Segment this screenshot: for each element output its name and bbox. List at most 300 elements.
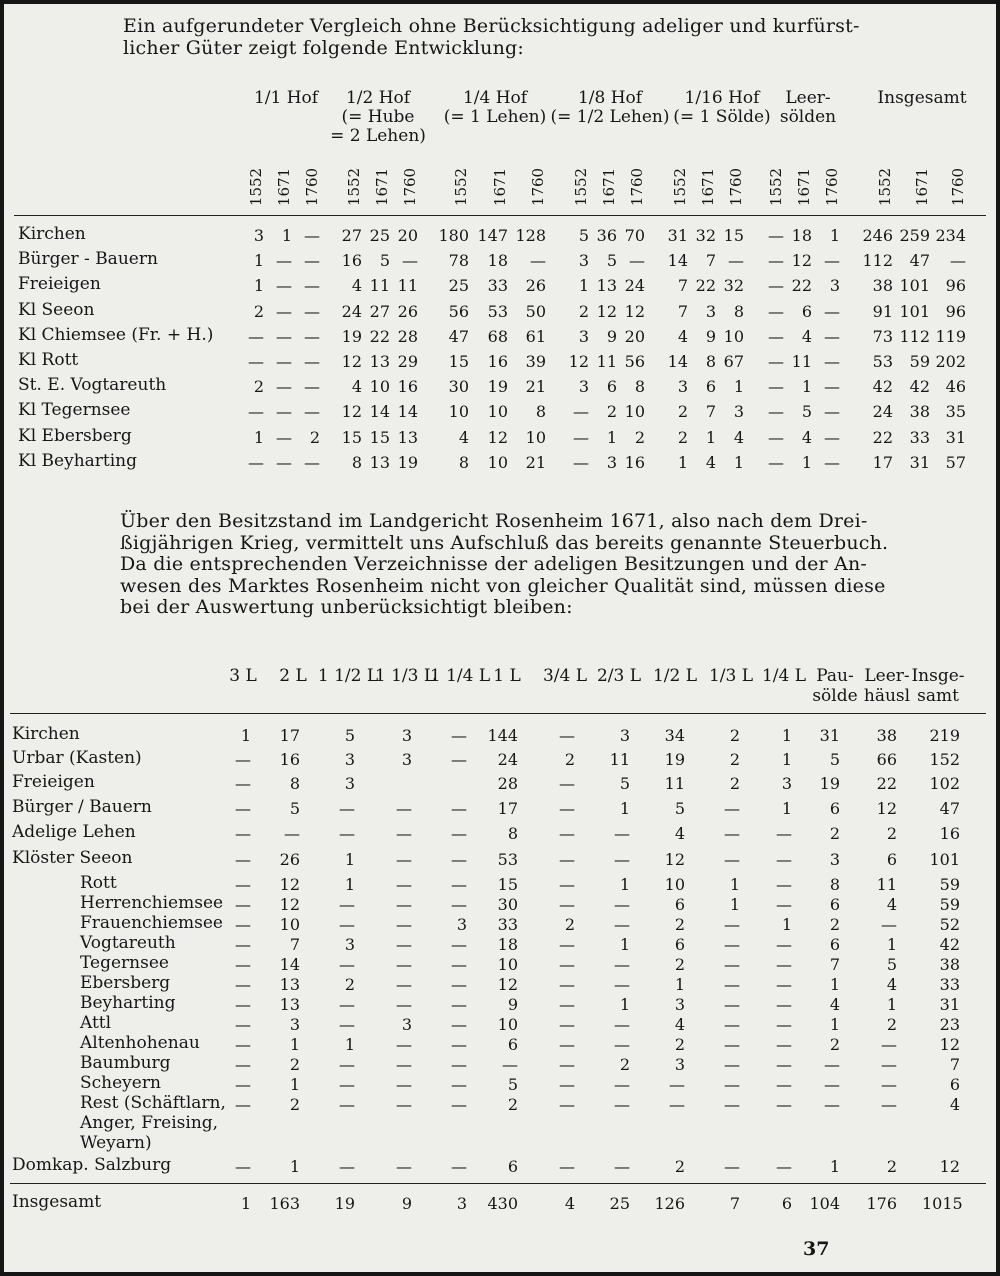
table-cell: 70 (624, 226, 645, 245)
table-cell: — (724, 995, 740, 1014)
table-cell: 2 (507, 1095, 518, 1114)
table-cell: 4 (801, 326, 812, 346)
table-cell: 9 (507, 995, 518, 1014)
table-cell: — (451, 726, 467, 745)
intro-paragraph (123, 16, 860, 59)
table-cell: 12 (596, 301, 617, 321)
table-cell: 47 (939, 799, 960, 818)
table-cell: 104 (809, 1194, 840, 1213)
table-cell: 26 (525, 276, 546, 296)
table-cell: 1 (619, 799, 630, 818)
table-cell: 3 (829, 276, 840, 296)
table-cell: 144 (487, 726, 518, 745)
table-cell: 2 (606, 402, 617, 422)
column-header: 1 1/2 L (317, 666, 379, 686)
table-cell: 52 (939, 915, 960, 934)
table-cell: 5 (674, 799, 685, 818)
table-cell: — (559, 895, 575, 914)
table-cell: — (235, 799, 251, 818)
table-cell: 67 (723, 352, 744, 371)
table-cell: 3 (677, 377, 688, 397)
table-cell: 1 (240, 1194, 251, 1213)
table-cell: 5 (507, 1075, 518, 1094)
row-label: Attl (80, 1013, 112, 1033)
table-cell: — (248, 352, 264, 371)
row-label: Urbar (Kasten) (12, 748, 142, 768)
table-cell: 1 (829, 975, 840, 994)
table-cell: 9 (705, 326, 716, 346)
table-cell: 1015 (922, 1194, 963, 1213)
table-cell: 101 (929, 850, 960, 869)
table-cell: — (451, 1055, 467, 1074)
table-cell: 2 (886, 1015, 897, 1034)
table-cell: — (396, 850, 412, 869)
table-cell: 3 (401, 1015, 412, 1034)
table-cell: 12 (279, 895, 300, 914)
table-cell: 15 (448, 352, 469, 371)
table-cell: — (559, 955, 575, 974)
table-cell: 56 (448, 301, 469, 321)
table-cell: — (339, 1055, 355, 1074)
row-label: Kl Chiemsee (Fr. + H.) (18, 324, 214, 345)
table-cell: 5 (344, 726, 355, 745)
table-cell: — (235, 875, 251, 894)
table-cell: — (502, 1055, 518, 1074)
table-cell: 112 (899, 326, 930, 346)
table-cell: 1 (240, 726, 251, 745)
year-label: 1760 (949, 167, 967, 207)
second-paragraph (120, 511, 888, 619)
table-cell: — (614, 824, 630, 843)
table-cell: — (235, 915, 251, 934)
table-cell: 3 (674, 1055, 685, 1074)
table-cell: 21 (525, 452, 546, 472)
table-cell: 6 (606, 377, 617, 397)
table-cell: 7 (705, 402, 716, 422)
total-rule (10, 1183, 986, 1184)
table-cell: — (724, 1095, 740, 1114)
table-cell: — (724, 1055, 740, 1074)
table-cell: 12 (939, 1035, 960, 1054)
year-label: 1552 (767, 167, 785, 207)
table-cell: 13 (397, 427, 418, 447)
table-cell: 7 (729, 1194, 740, 1213)
table-cell: — (451, 875, 467, 894)
table-cell: 13 (369, 452, 390, 472)
row-label: Freieigen (12, 772, 95, 792)
table-cell: 16 (487, 352, 508, 371)
table-cell: 102 (929, 774, 960, 793)
table-cell: — (339, 955, 355, 974)
table-cell: 3 (344, 935, 355, 954)
table-cell: — (776, 1035, 792, 1054)
table-cell: 1 (674, 975, 685, 994)
table-cell: 56 (624, 352, 645, 371)
table-cell: — (824, 1075, 840, 1094)
table-cell: — (573, 427, 589, 447)
table-cell: 4 (351, 377, 362, 397)
table-cell: 1 (705, 427, 716, 447)
table-cell: — (559, 799, 575, 818)
table-cell: — (824, 326, 840, 346)
table-cell: — (728, 251, 744, 271)
table-cell: — (304, 452, 320, 472)
row-label: Bürger - Bauern (18, 249, 158, 270)
table-cell: — (339, 995, 355, 1014)
row-label: Baumburg (80, 1053, 171, 1073)
table-cell: — (284, 824, 300, 843)
table-cell: 14 (667, 352, 688, 371)
table-cell: 2 (677, 402, 688, 422)
table-cell: 8 (634, 377, 645, 397)
table-cell: 34 (664, 726, 685, 745)
table-cell: — (235, 1035, 251, 1054)
table-cell: 7 (829, 955, 840, 974)
table-cell: — (776, 824, 792, 843)
table-cell: — (776, 1015, 792, 1034)
table-cell: 11 (397, 276, 418, 296)
table-cell: 2 (634, 427, 645, 447)
table-cell: 14 (397, 402, 418, 422)
table-cell: 4 (674, 1015, 685, 1034)
table-cell: 14 (369, 402, 390, 422)
table-cell: 61 (525, 326, 546, 346)
table-cell: 96 (945, 276, 966, 296)
table-cell: 35 (945, 402, 966, 422)
table-cell: 36 (596, 226, 617, 245)
table-cell: 21 (525, 377, 546, 397)
table-cell: — (396, 1095, 412, 1114)
table-cell: — (304, 251, 320, 271)
table-cell: 68 (487, 326, 508, 346)
table-cell: 6 (674, 935, 685, 954)
table-cell: 12 (341, 352, 362, 371)
table-cell: 6 (829, 799, 840, 818)
table-cell: 3 (253, 226, 264, 245)
table-cell: — (235, 774, 251, 793)
table-cell: 152 (929, 750, 960, 769)
table-cell: 19 (397, 452, 418, 472)
table-cell: — (614, 1157, 630, 1176)
table-cell: 10 (279, 915, 300, 934)
table-cell: — (559, 1035, 575, 1054)
table-cell: — (573, 402, 589, 422)
table-cell: 1 (829, 1157, 840, 1176)
table-cell: — (451, 1015, 467, 1034)
table-cell: — (559, 1015, 575, 1034)
table-cell: — (824, 427, 840, 447)
table-cell: 1 (886, 995, 897, 1014)
table-cell: 38 (876, 726, 897, 745)
row-label: Herrenchiemsee (80, 893, 224, 913)
table-cell: 1 (733, 377, 744, 397)
table-cell: — (559, 824, 575, 843)
table-cell: 47 (448, 326, 469, 346)
table-cell: — (768, 352, 784, 371)
table-cell: 12 (624, 301, 645, 321)
table-cell: 12 (939, 1157, 960, 1176)
table-cell: — (235, 955, 251, 974)
table-cell: 101 (899, 276, 930, 296)
column-header: 3/4 L (542, 666, 588, 686)
table-cell: 6 (829, 895, 840, 914)
table-cell: 78 (448, 251, 469, 271)
table-cell: 10 (487, 452, 508, 472)
table-cell: — (776, 955, 792, 974)
row-label: Kirchen (12, 724, 80, 744)
table-cell: 17 (279, 726, 300, 745)
table-cell: 259 (899, 226, 930, 245)
row-label: Anger, Freising, (80, 1113, 219, 1133)
table-cell: 12 (487, 427, 508, 447)
table-cell: — (559, 1055, 575, 1074)
table-cell: — (451, 935, 467, 954)
row-label: Kirchen (18, 224, 86, 244)
table-cell: 7 (677, 276, 688, 296)
table-cell: 3 (401, 726, 412, 745)
table-cell: 3 (606, 452, 617, 472)
table-cell: — (339, 1075, 355, 1094)
table-cell: 6 (829, 935, 840, 954)
table-cell: — (276, 251, 292, 271)
year-label: 1671 (373, 167, 391, 207)
table-cell: 6 (781, 1194, 792, 1213)
table-cell: 27 (369, 301, 390, 321)
table-cell: 4 (677, 326, 688, 346)
table-cell: 42 (909, 377, 930, 397)
table-cell: — (451, 1095, 467, 1114)
table-cell: 4 (949, 1095, 960, 1114)
table-cell: 23 (939, 1015, 960, 1034)
table-cell: — (776, 1157, 792, 1176)
table-cell: — (248, 452, 264, 472)
table-cell: — (776, 1075, 792, 1094)
table-cell: 33 (487, 276, 508, 296)
table-cell: — (559, 1095, 575, 1114)
table-cell: 73 (872, 326, 893, 346)
group-header: sölden (779, 107, 837, 127)
table-cell: 176 (866, 1194, 897, 1213)
row-label: Adelige Lehen (12, 822, 136, 842)
table-cell: 5 (801, 402, 812, 422)
table-cell: 24 (872, 402, 893, 422)
column-header: 2/3 L (596, 666, 642, 686)
table-cell: 13 (369, 352, 390, 371)
table-cell: 59 (939, 875, 960, 894)
table-cell: 3 (781, 774, 792, 793)
table-cell: — (824, 1095, 840, 1114)
table-cell: 8 (829, 875, 840, 894)
table-cell: 112 (862, 251, 893, 271)
table-cell: 6 (507, 1035, 518, 1054)
table-cell: 91 (872, 301, 893, 321)
table-cell: 10 (369, 377, 390, 397)
table-cell: 2 (829, 824, 840, 843)
table-cell: — (396, 895, 412, 914)
table-cell: 33 (909, 427, 930, 447)
table-cell: 163 (269, 1194, 300, 1213)
table-cell: 47 (909, 251, 930, 271)
table-cell: — (559, 774, 575, 793)
table-cell: 2 (289, 1055, 300, 1074)
row-label: Frauenchiemsee (80, 913, 223, 933)
table-cell: 3 (578, 326, 589, 346)
table-cell: — (614, 850, 630, 869)
table-cell: 12 (497, 975, 518, 994)
table-cell: 32 (723, 276, 744, 296)
table-cell: 17 (497, 799, 518, 818)
table-cell: 59 (939, 895, 960, 914)
table-cell: — (724, 915, 740, 934)
row-label: Weyarn) (80, 1133, 152, 1153)
group-header: 1/2 Hof (345, 88, 411, 108)
table-cell: 20 (624, 326, 645, 346)
table-cell: 3 (578, 251, 589, 271)
table-cell: 1 (289, 1075, 300, 1094)
row-label: Kl Ebersberg (18, 425, 132, 446)
table-cell: — (304, 326, 320, 346)
table-cell: — (614, 895, 630, 914)
table-cell: 1 (253, 251, 264, 271)
table-cell: — (614, 955, 630, 974)
table-cell: 3 (733, 402, 744, 422)
table-cell: — (304, 377, 320, 397)
table-cell: — (768, 452, 784, 472)
table-cell: 2 (578, 301, 589, 321)
table-cell: 5 (829, 750, 840, 769)
table-cell: — (614, 975, 630, 994)
table-cell: 18 (487, 251, 508, 271)
table-cell: — (235, 895, 251, 914)
table-cell: 3 (578, 377, 589, 397)
table-cell: 42 (872, 377, 893, 397)
column-header: häusl (863, 686, 911, 706)
table-cell: — (304, 402, 320, 422)
table-cell: — (396, 995, 412, 1014)
table-cell: — (276, 276, 292, 296)
table-cell: 38 (939, 955, 960, 974)
table-cell: 5 (289, 799, 300, 818)
header-rule (10, 713, 986, 714)
table-cell: — (824, 1055, 840, 1074)
year-label: 1552 (345, 167, 363, 207)
table-cell: 2 (729, 774, 740, 793)
table-cell: 4 (829, 995, 840, 1014)
table-cell: — (881, 1055, 897, 1074)
group-header: (= 1/2 Lehen) (550, 107, 670, 127)
table-cell: 119 (935, 326, 966, 346)
table-cell: — (768, 226, 784, 245)
table-cell: 6 (949, 1075, 960, 1094)
table-cell: 11 (596, 352, 617, 371)
year-label: 1760 (628, 167, 646, 207)
row-label: Tegernsee (80, 953, 169, 973)
group-header: 1/1 Hof (253, 88, 319, 108)
table-cell: — (248, 326, 264, 346)
table-cell: — (451, 750, 467, 769)
table-cell: 22 (791, 276, 812, 296)
table-cell: — (724, 1035, 740, 1054)
table-cell: — (776, 1095, 792, 1114)
table-cell: — (304, 276, 320, 296)
table-cell: — (559, 875, 575, 894)
table-cell: — (724, 799, 740, 818)
table-cell: — (776, 975, 792, 994)
table-cell: 10 (497, 1015, 518, 1034)
table-cell: — (304, 301, 320, 321)
table-cell: — (451, 895, 467, 914)
table-cell: 11 (876, 875, 897, 894)
table-cell: 17 (872, 452, 893, 472)
table-cell: 3 (456, 915, 467, 934)
paragraph-line: wesen des Marktes Rosenheim nicht von gleicher Qualität sind, müssen diese (120, 574, 886, 597)
table-cell: 28 (397, 326, 418, 346)
table-cell: 430 (487, 1194, 518, 1213)
table-cell: 6 (507, 1157, 518, 1176)
table-cell: 28 (497, 774, 518, 793)
table-cell: — (614, 1095, 630, 1114)
column-header: 1/4 L (761, 666, 807, 686)
table-cell: — (451, 955, 467, 974)
table-cell: 3 (705, 301, 716, 321)
table-cell: — (881, 1035, 897, 1054)
table-cell: — (724, 975, 740, 994)
group-header: Insgesamt (877, 88, 967, 108)
table-cell: 1 (677, 452, 688, 472)
year-label: 1671 (491, 167, 509, 207)
table-cell: 1 (281, 226, 292, 245)
table-cell: 24 (497, 750, 518, 769)
table-cell: 2 (564, 750, 575, 769)
year-label: 1552 (572, 167, 590, 207)
row-label: Klöster Seeon (12, 848, 133, 868)
table-cell: 15 (341, 427, 362, 447)
table-cell: 10 (487, 402, 508, 422)
table-cell: 1 (781, 799, 792, 818)
table-cell: 46 (945, 377, 966, 397)
table-cell: — (559, 995, 575, 1014)
table-cell: 6 (801, 301, 812, 321)
table-cell: 8 (458, 452, 469, 472)
table-cell: 1 (344, 1035, 355, 1054)
table-cell: 6 (886, 850, 897, 869)
table-cell: 3 (344, 750, 355, 769)
table-cell: 19 (341, 326, 362, 346)
table-cell: 10 (525, 427, 546, 447)
header-rule (14, 215, 986, 216)
table-cell: 6 (705, 377, 716, 397)
table-cell: 14 (279, 955, 300, 974)
table-cell: — (768, 326, 784, 346)
table-cell: 15 (723, 226, 744, 245)
group-header: 1/4 Hof (462, 88, 528, 108)
table-cell: 1 (781, 750, 792, 769)
group-header: (= 1 Lehen) (443, 107, 547, 127)
year-label: 1671 (699, 167, 717, 207)
table-cell: — (396, 1157, 412, 1176)
table-cell: 1 (289, 1157, 300, 1176)
paragraph-line: Da die entsprechenden Verzeichnisse der adeligen Besitzungen und der An- (120, 553, 868, 575)
table-cell: 3 (619, 726, 630, 745)
column-header: Insge- (911, 666, 965, 686)
table-cell: 8 (289, 774, 300, 793)
table-cell: 42 (939, 935, 960, 954)
table-cell: 1 (619, 875, 630, 894)
page-number: 37 (803, 1238, 830, 1260)
year-label: 1552 (247, 167, 265, 207)
table-cell: 2 (729, 750, 740, 769)
table-cell: 5 (619, 774, 630, 793)
